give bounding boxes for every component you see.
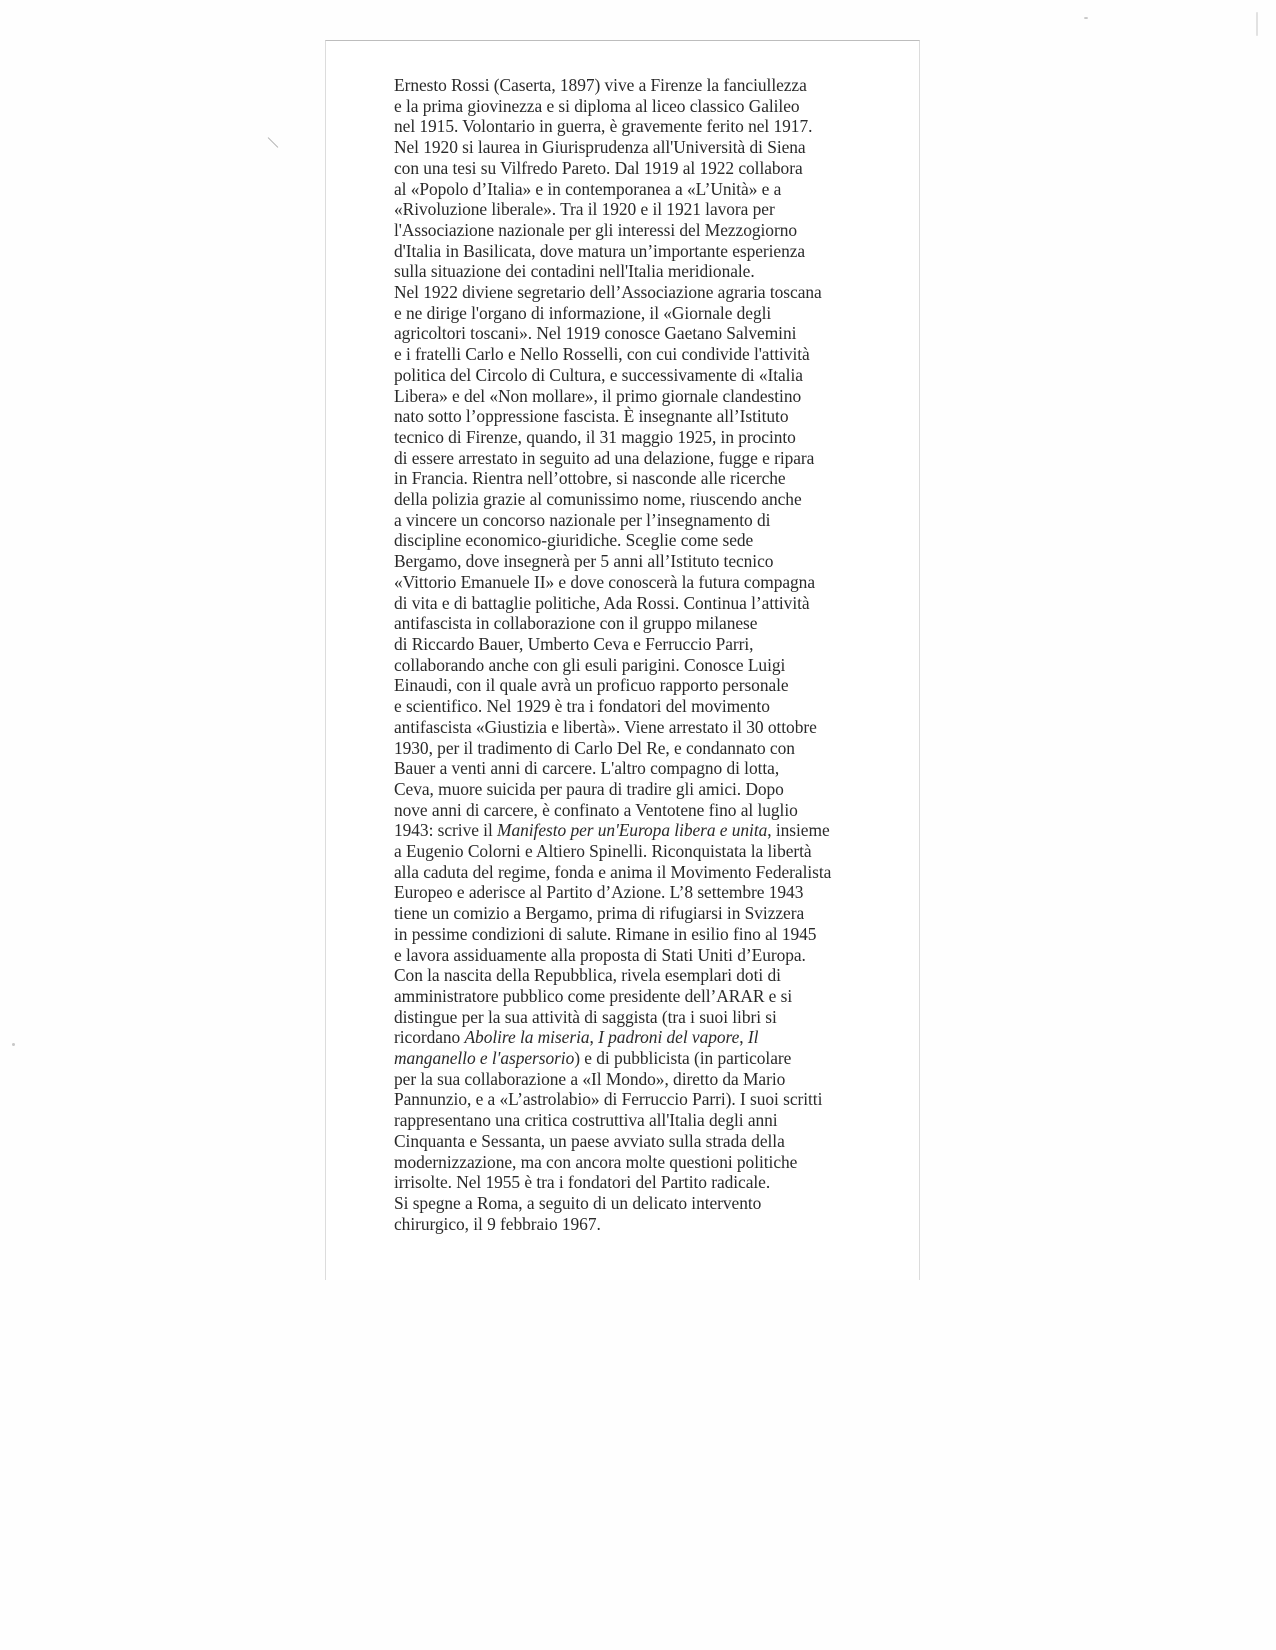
text-line — [394, 1048, 914, 1069]
text-line — [394, 261, 914, 282]
text-run: discipline economico-giuridiche. Sceglie come sede — [394, 530, 754, 551]
scan-mark — [268, 137, 279, 148]
text-line — [394, 862, 914, 883]
text-line — [394, 344, 914, 365]
text-line — [394, 1193, 914, 1214]
text-line — [394, 841, 914, 862]
text-line — [394, 241, 914, 262]
text-run: a Eugenio Colorni e Altiero Spinelli. Riconquistata la libertà — [394, 841, 812, 862]
text-line — [394, 282, 914, 303]
text-line — [394, 489, 914, 510]
text-line — [394, 655, 914, 676]
text-line — [394, 986, 914, 1007]
text-line — [394, 468, 914, 489]
text-line — [394, 1069, 914, 1090]
text-run: Europeo e aderisce al Partito d’Azione. L’8 settembre 1943 — [394, 882, 804, 903]
text-line — [394, 551, 914, 572]
text-run: ricordano — [394, 1027, 465, 1048]
italic-title: Abolire la miseria — [464, 1027, 590, 1048]
text-line — [394, 406, 914, 427]
text-run: Pannunzio, e a «L’astrolabio» di Ferruccio Parri). I suoi scritti — [394, 1089, 823, 1110]
italic-title: Manifesto per un'Europa libera e unita — [497, 820, 768, 841]
text-line — [394, 1089, 914, 1110]
text-run: distingue per la sua attività di saggista (tra i suoi libri si — [394, 1006, 777, 1027]
text-run: ) e di pubblicista (in particolare — [574, 1048, 792, 1069]
text-run: nove anni di carcere, è confinato a Ventotene fino al luglio — [394, 799, 798, 820]
text-line — [394, 1110, 914, 1131]
text-run: a vincere un concorso nazionale per l’insegnamento di — [394, 509, 771, 530]
text-line — [394, 510, 914, 531]
text-line — [394, 613, 914, 634]
text-line — [394, 779, 914, 800]
text-line — [394, 96, 914, 117]
italic-title: manganello e l'aspersorio — [394, 1048, 575, 1069]
text-run: amministratore pubblico come presidente dell’ARAR e si — [394, 985, 793, 1006]
text-line — [394, 1152, 914, 1173]
text-run: agricoltori toscani». Nel 1919 conosce Gaetano Salvemini — [394, 323, 797, 344]
insert-card — [325, 40, 920, 1280]
text-line — [394, 945, 914, 966]
text-run: irrisolte. Nel 1955 è tra i fondatori del Partito radicale. — [394, 1172, 771, 1193]
text-run: «Rivoluzione liberale». Tra il 1920 e il 1921 lavora per — [394, 199, 775, 220]
text-run: Nel 1922 diviene segretario dell’Associazione agraria toscana — [394, 282, 822, 303]
text-line — [394, 903, 914, 924]
text-run: nel 1915. Volontario in guerra, è gravemente ferito nel 1917. — [394, 116, 813, 137]
text-run: in pessime condizioni di salute. Rimane in esilio fino al 1945 — [394, 923, 817, 944]
text-run: modernizzazione, ma con ancora molte questioni politiche — [394, 1151, 798, 1172]
text-line — [394, 199, 914, 220]
text-run: collaborando anche con gli esuli parigini. Conosce Luigi — [394, 654, 786, 675]
text-line — [394, 634, 914, 655]
text-line — [394, 1214, 914, 1235]
text-line — [394, 530, 914, 551]
text-run: antifascista in collaborazione con il gruppo milanese — [394, 613, 758, 634]
text-run: Libera» e del «Non mollare», il primo giornale clandestino — [394, 385, 802, 406]
text-line — [394, 75, 914, 96]
text-line — [394, 593, 914, 614]
text-line — [394, 965, 914, 986]
text-line — [394, 448, 914, 469]
text-run: l'Associazione nazionale per gli interessi del Mezzogiorno — [394, 219, 797, 240]
text-run: Einaudi, con il quale avrà un proficuo rapporto personale — [394, 675, 789, 696]
text-line — [394, 758, 914, 779]
text-run: , insieme — [767, 820, 830, 841]
text-line — [394, 158, 914, 179]
text-run: e i fratelli Carlo e Nello Rosselli, con cui condivide l'attività — [394, 344, 810, 365]
text-line — [394, 882, 914, 903]
text-run: nato sotto l’oppressione fascista. È insegnante all’Istituto — [394, 406, 789, 427]
text-run: 1930, per il tradimento di Carlo Del Re, e condannato con — [394, 737, 795, 758]
text-run: di vita e di battaglie politiche, Ada Rossi. Continua l’attività — [394, 592, 810, 613]
text-run: , — [589, 1027, 599, 1048]
text-run: al «Popolo d’Italia» e in contemporanea a «L’Unità» e a — [394, 178, 782, 199]
text-line — [394, 675, 914, 696]
text-line — [394, 738, 914, 759]
text-run: alla caduta del regime, fonda e anima il Movimento Federalista — [394, 861, 832, 882]
text-run: tiene un comizio a Bergamo, prima di rifugiarsi in Svizzera — [394, 903, 805, 924]
text-line — [394, 1007, 914, 1028]
text-run: , — [739, 1027, 748, 1048]
text-line — [394, 179, 914, 200]
text-run: di essere arrestato in seguito ad una delazione, fugge e ripara — [394, 447, 815, 468]
text-run: 1943: scrive il — [394, 820, 498, 841]
text-run: Ceva, muore suicida per paura di tradire gli amici. Dopo — [394, 778, 784, 799]
text-run: in Francia. Rientra nell’ottobre, si nasconde alle ricerche — [394, 468, 786, 489]
text-line — [394, 116, 914, 137]
text-run: e scientifico. Nel 1929 è tra i fondatori del movimento — [394, 696, 770, 717]
text-line — [394, 924, 914, 945]
text-run: della polizia grazie al comunissimo nome, riuscendo anche — [394, 489, 802, 510]
text-run: tecnico di Firenze, quando, il 31 maggio 1925, in procinto — [394, 426, 796, 447]
text-run: Ernesto Rossi (Caserta, 1897) vive a Firenze la fanciullezza — [394, 75, 807, 95]
text-line — [394, 1027, 914, 1048]
text-run: chirurgico, il 9 febbraio 1967. — [394, 1213, 601, 1234]
text-line — [394, 820, 914, 841]
text-line — [394, 696, 914, 717]
text-line — [394, 220, 914, 241]
text-run: con una tesi su Vilfredo Pareto. Dal 1919 al 1922 collabora — [394, 157, 803, 178]
text-run: Si spegne a Roma, a seguito di un delicato intervento — [394, 1192, 762, 1213]
text-line — [394, 323, 914, 344]
text-run: d'Italia in Basilicata, dove matura un’importante esperienza — [394, 240, 806, 261]
text-run: di Riccardo Bauer, Umberto Ceva e Ferruccio Parri, — [394, 633, 754, 654]
text-run: antifascista «Giustizia e libertà». Viene arrestato il 30 ottobre — [394, 716, 817, 737]
text-line — [394, 1131, 914, 1152]
text-run: Bauer a venti anni di carcere. L'altro compagno di lotta, — [394, 758, 780, 779]
text-line — [394, 1172, 914, 1193]
italic-title: Il — [747, 1027, 759, 1048]
text-run: rappresentano una critica costruttiva all'Italia degli anni — [394, 1110, 778, 1131]
text-line — [394, 717, 914, 738]
scan-speck — [1084, 17, 1088, 19]
text-line — [394, 137, 914, 158]
text-line — [394, 427, 914, 448]
text-run: Con la nascita della Repubblica, rivela esemplari doti di — [394, 965, 781, 986]
text-run: Cinquanta e Sessanta, un paese avviato sulla strada della — [394, 1130, 785, 1151]
text-run: politica del Circolo di Cultura, e successivamente di «Italia — [394, 364, 803, 385]
text-run: e lavora assiduamente alla proposta di Stati Uniti d’Europa. — [394, 944, 806, 965]
text-run: e ne dirige l'organo di informazione, il «Giornale degli — [394, 302, 772, 323]
text-line — [394, 572, 914, 593]
text-run: «Vittorio Emanuele II» e dove conoscerà la futura compagna — [394, 571, 815, 592]
text-line — [394, 365, 914, 386]
scan-speck — [1256, 12, 1258, 36]
text-line — [394, 386, 914, 407]
text-run: per la sua collaborazione a «Il Mondo», diretto da Mario — [394, 1068, 786, 1089]
text-run: sulla situazione dei contadini nell'Italia meridionale. — [394, 261, 755, 282]
scan-speck — [12, 1043, 15, 1046]
italic-title: I padroni del vapore — [598, 1027, 740, 1048]
text-run: Nel 1920 si laurea in Giurisprudenza all'Università di Siena — [394, 137, 806, 158]
text-run: Bergamo, dove insegnerà per 5 anni all’Istituto tecnico — [394, 551, 774, 572]
biography-text — [394, 75, 914, 1234]
text-line — [394, 303, 914, 324]
text-line — [394, 800, 914, 821]
text-run: e la prima giovinezza e si diploma al liceo classico Galileo — [394, 95, 800, 116]
